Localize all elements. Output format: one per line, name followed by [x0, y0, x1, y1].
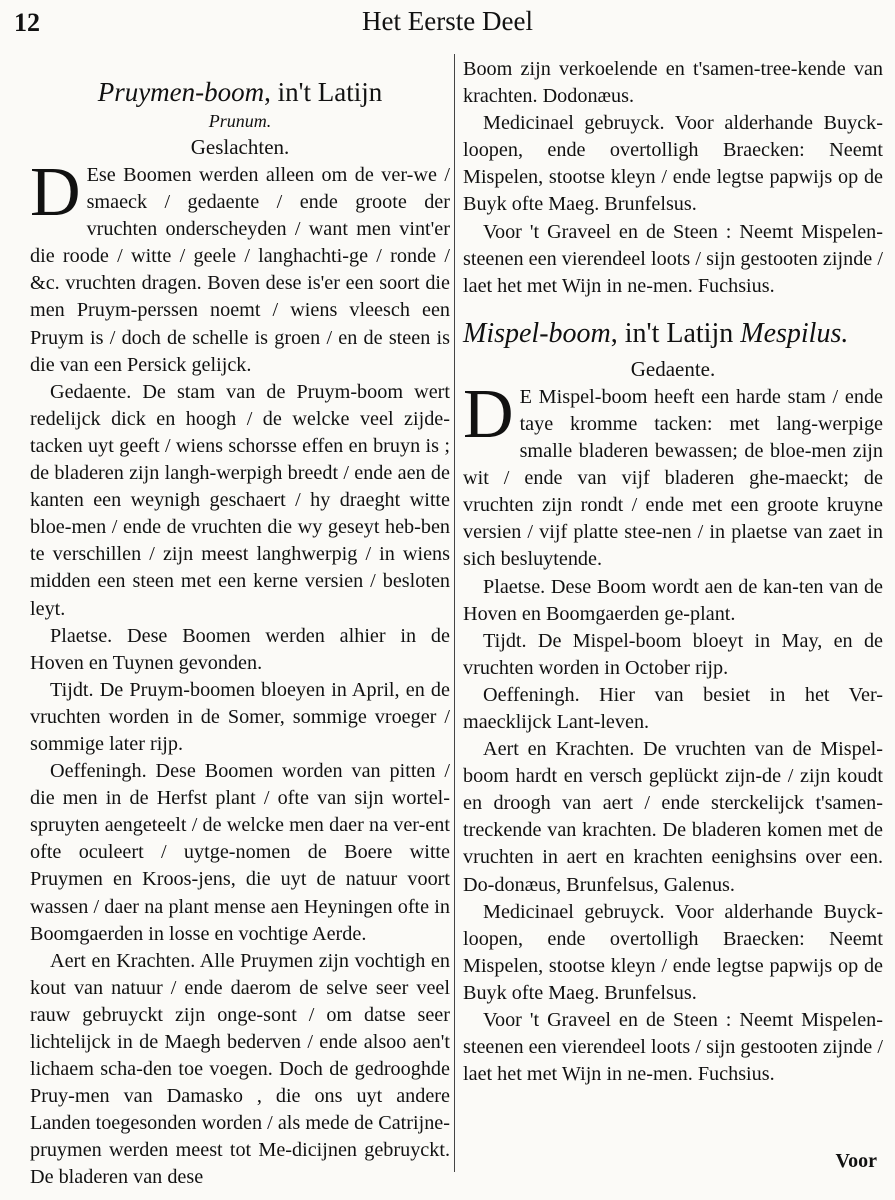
paragraph-mispel-aert: Aert en Krachten. De vruchten van de Mispel-boom hardt en versch geplückt zijn-de / zijn koudt en droogh van aert / ende sterckelijck t'samen-treckende van krachten. De bladeren komen met de vruchten in aert en krachten eenighsins over een. Do-donæus, Brunfelsus, Galenus.	[463, 738, 883, 896]
paragraph-oeffeningh: Oeffeningh. Dese Boomen worden van pitten / die men in de Herfst plant / ofte van sijn wortel-spruyten aengeteelt / de welcke men daer na ver-ent ofte oculeert / uytge-nomen de Boere witte Pruymen en Kroos-jens, die uyt de natuur voort wassen / daer na plant mense aen Heyningen ofte in Boomgaerden in losse en vochtige Aerde.	[30, 760, 450, 945]
page-number: 12	[14, 8, 40, 37]
paragraph-text: Ese Boomen werden alleen om de ver-we / smaeck / gedaente / ende groote der vruchten onderscheyden / want men vint'er die roode / witte / geele / langhachti-ge / ronde / &c. vruchten dragen. Boven dese is'er een soort die men Pruym-perssen noemt / wiens vleesch een Pruym is / doch de schelle is groen / en de steen is die van een Persick gelijck.	[30, 164, 450, 376]
entry-title-name: Mispel-boom	[463, 317, 611, 349]
running-head: Het Eerste Deel	[362, 6, 533, 36]
entry-title-pruymen	[30, 74, 450, 110]
paragraph-mispel-medicinael-1: Medicinael gebruyck. Voor alderhande Buyck-loopen, ende overtolligh Braecken: Neemt Mispelen, stootse kleyn / ende legtse papwijs op de Buyk ofte Maeg. Brunfelsus.	[463, 900, 883, 1004]
column-divider	[454, 54, 455, 1172]
dropcap: D	[463, 375, 514, 453]
left-column	[30, 56, 450, 1192]
entry-title-middle: , in't Latijn	[610, 317, 741, 349]
paragraph-mispel-oeffeningh: Oeffeningh. Hier van besiet in het Ver-maecklijck Lant-leven.	[463, 683, 883, 733]
paragraph-mispel-gedaente	[463, 375, 883, 574]
paragraph-tijdt: Tijdt. De Pruym-boomen bloeyen in April, en de vruchten worden in de Somer, sommige vroeger / sommige later rijp.	[30, 678, 450, 755]
paragraph-geslachten	[30, 154, 450, 379]
entry-title-mispel	[463, 314, 883, 354]
entry-title-name: Pruymen-boom	[97, 77, 265, 107]
catchword: Voor	[835, 1150, 877, 1172]
section-head-gedaente: Gedaente.	[630, 356, 716, 381]
paragraph-mispel-tijdt: Tijdt. De Mispel-boom bloeyt in May, en de vruchten worden in October rijp.	[463, 629, 883, 679]
entry-title-suffix: , in't Latijn	[264, 77, 383, 107]
paragraph-text: E Mispel-boom heeft een harde stam / ende taye kromme tacken: met lang-werpige smalle bladeren bewassen; de bloe-men zijn wit / ende van vijf bladeren ghe-maeckt; de vruchten zijn rondt / ende met een groote kruyne versien / vijf platte stee-nen / in plaetse van zaet in sich besluytende.	[463, 385, 883, 571]
paragraph-medicinael-1: Medicinael gebruyck. Voor alderhande Buyck-loopen, ende overtolligh Braecken: Neemt Mispelen, stootse kleyn / ende legtse papwijs op de Buyk ofte Maeg. Brunfelsus.	[463, 112, 883, 216]
latin-name: Prunum.	[208, 111, 272, 131]
section-head-geslachten: Geslachten.	[190, 135, 290, 159]
paragraph-gedaente: Gedaente. De stam van de Pruym-boom wert redelijck dick en hoogh / de welcke veel zijde-tacken uyt geeft / wiens schorsse effen en bruyn is ; de bladeren zijn langh-werpigh breedt / ende aen de kanten een weynigh geschaert / hy draeght witte bloe-men / ende de vruchten die wy geseyt heb-ben te verschillen / zijn meest langhwerpig / in wiens midden een steen met een kerne versien / besloten leyt.	[30, 380, 450, 620]
paragraph-medicinael-2: Voor 't Graveel en de Steen : Neemt Mispelen-steenen een vierendeel loots / sijn gestooten zijnde / laet het met Wijn in ne-men. Fuchsius.	[463, 220, 883, 297]
paragraph-aert: Aert en Krachten. Alle Pruymen zijn vochtigh en kout van natuur / ende daerom de selve seer veel rauw gebruyckt zijn onge-sont / om datse seer lichtelijck in de Maegh bederven / ende alsoo aen't lichaem scha-den toe voegen. Doch de gedrooghde Pruy-men van Damasko , die ons uyt andere Landen toegesonden worden / als mede de Catrijne-pruymen werden meest tot Me-dicijnen gebruyckt. De bladeren van dese	[30, 949, 450, 1189]
paragraph-mispel-plaetse: Plaetse. Dese Boom wordt aen de kan-ten van de Hoven en Boomgaerden ge-plant.	[463, 575, 883, 625]
paragraph-continuation: Boom zijn verkoelende en t'samen-tree-kende van krachten. Dodonæus.	[463, 58, 883, 108]
entry-latin-name: Mespilus.	[740, 317, 849, 349]
dropcap: D	[30, 154, 81, 231]
paragraph-mispel-medicinael-2: Voor 't Graveel en de Steen : Neemt Mispelen-steenen een vierendeel loots / sijn gestooten zijnde / laet het met Wijn in ne-men. Fuchsius.	[463, 1009, 883, 1086]
right-column	[463, 56, 883, 1088]
paragraph-plaetse: Plaetse. Dese Boomen werden alhier in de Hoven en Tuynen gevonden.	[30, 624, 450, 674]
